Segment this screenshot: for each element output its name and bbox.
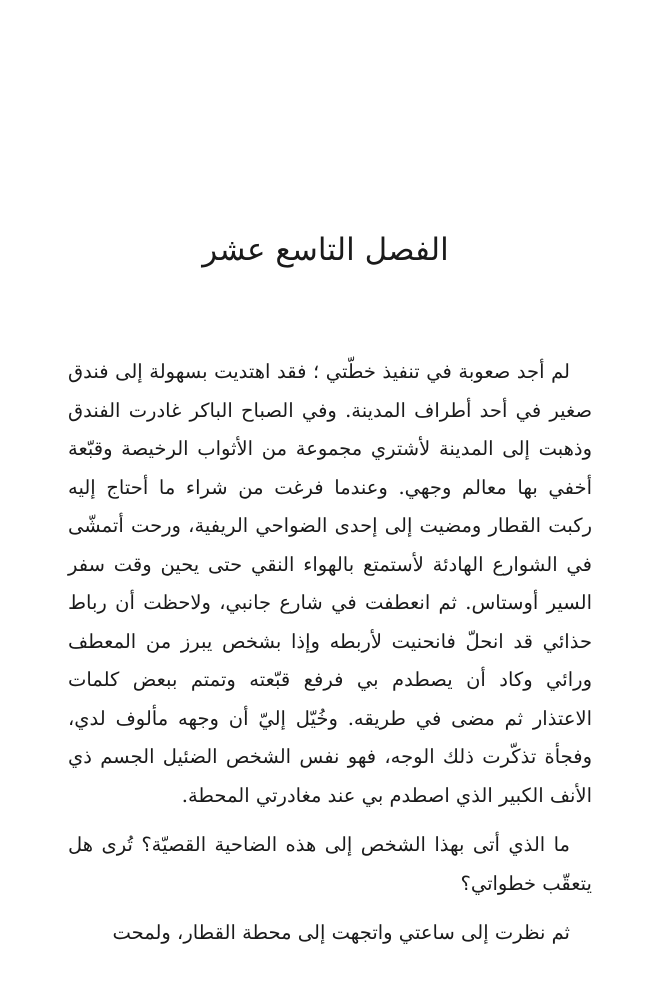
chapter-body (68, 353, 592, 953)
chapter-title: الفصل التاسع عشر (202, 232, 449, 268)
paragraph: ما الذي أتى بهذا الشخص إلى هذه الضاحية القصيّة؟ تُرى هل يتعقّب خطواتي؟ (68, 833, 592, 895)
paragraph: لم أجد صعوبة في تنفيذ خطّتي ؛ فقد اهتديت بسهولة إلى فندق صغير في أحد أطراف المدينة. وفي الصباح الباكر غادرت الفندق وذهبت إلى المدينة لأشتري مجموعة من الأثواب الرخيصة وقبّعة أخفي بها معالم وجهي. وعندما فرغت من شراء ما أحتاج إليه ركبت القطار ومضيت إلى إحدى الضواحي الريفية، ورحت أتمشّى في الشوارع الهادئة لأستمتع بالهواء النقي حتى يحين وقت سفر السير أوستاس. ثم انعطفت في شارع جانبي، ولاحظت أن رباط حذائي قد انحلّ فانحنيت لأربطه وإذا بشخص يبرز من المعطف ورائي وكاد أن يصطدم بي فرفع قبّعته وتمتم ببعض كلمات الاعتذار ثم مضى في طريقه. وخُيّل إليّ أن وجهه مألوف لدي، وفجأة تذكّرت ذلك الوجه، فهو نفس الشخص الضئيل الجسم ذي الأنف الكبير الذي اصطدم بي عند مغادرتي المحطة. (68, 360, 592, 807)
paragraph: ثم نظرت إلى ساعتي واتجهت إلى محطة القطار، ولمحت (112, 921, 570, 944)
